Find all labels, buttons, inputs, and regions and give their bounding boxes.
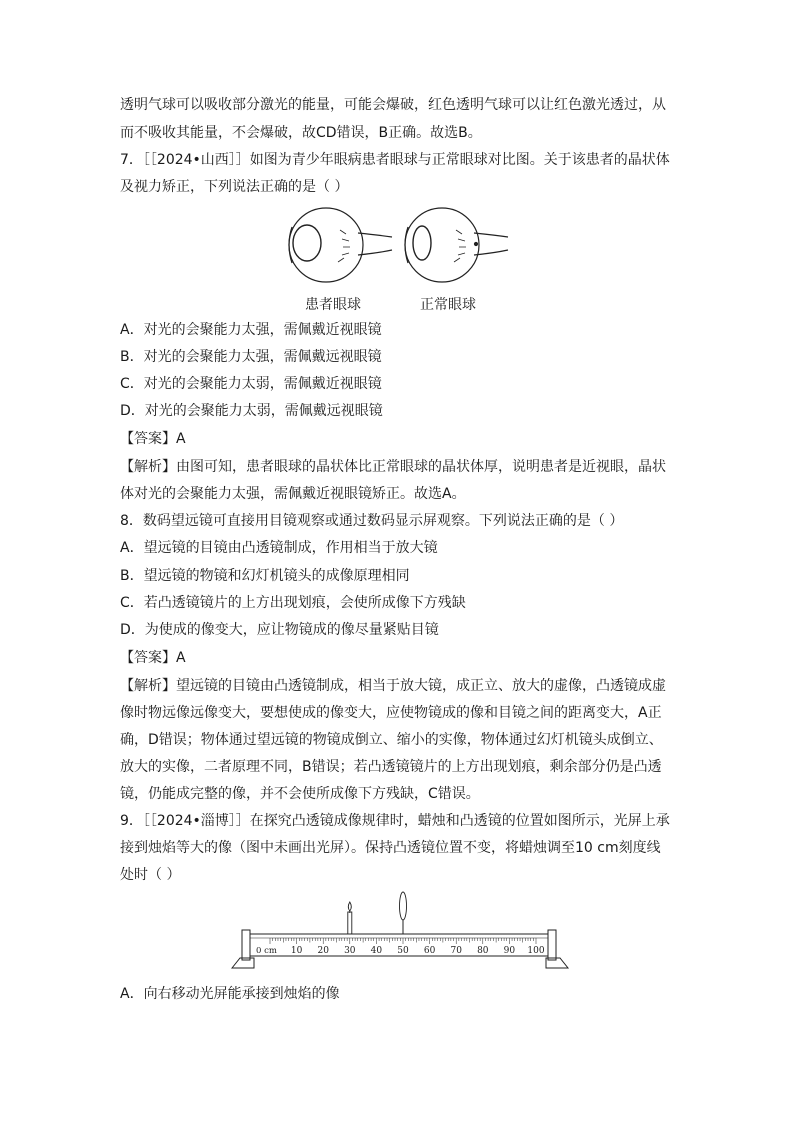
option-9a: A．向右移动光屏能承接到烛焰的像	[120, 986, 340, 1002]
option-7c: C．对光的会聚能力太弱，需佩戴近视眼镜	[120, 376, 382, 392]
option-8c: C．若凸透镜镜片的上方出现划痕，会使所成像下方残缺	[120, 595, 466, 611]
analysis-7: 【解析】由图可知，患者眼球的晶状体比正常眼球的晶状体厚，说明患者是近视眼，晶状	[120, 459, 666, 475]
scale-tick-label: 90	[503, 946, 516, 956]
scale-tick-label: 80	[477, 946, 489, 956]
question-9-stem-cont: 接到烛焰等大的像（图中未画出光屏）。保持凸透镜位置不变，将蜡烛调至10 cm刻度线	[120, 840, 661, 856]
option-8d: D．为使成的像变大，应让物镜成的像尽量紧贴目镜	[120, 622, 439, 638]
answer-7: 【答案】A	[120, 431, 186, 447]
analysis-8-cont-1: 像时物远像远像变大，要想使成的像变大，应使物镜成的像和目镜之间的距离变大，A正	[120, 705, 662, 721]
question-9-stem: 9．［［2024•淄博］］在探究凸透镜成像规律时，蜡烛和凸透镜的位置如图所示，光屏上承	[120, 813, 670, 829]
normal-eyeball-drawing	[405, 208, 508, 282]
scale-tick-label: 10	[290, 946, 303, 956]
scale-unit-label: 0 cm	[256, 946, 277, 956]
option-7a: A．对光的会聚能力太强，需佩戴近视眼镜	[120, 322, 382, 338]
option-8b: B．望远镜的物镜和幻灯机镜头的成像原理相同	[120, 568, 410, 584]
text-line-1: 透明气球可以吸收部分激光的能量，可能会爆破，红色透明气球可以让红色激光透过，从	[120, 97, 666, 113]
analysis-8-cont-4: 镜，仍能成完整的像，并不会使所成像下方残缺，C错误。	[120, 786, 480, 802]
question-7-stem: 7．［［2024•山西］］如图为青少年眼病患者眼球与正常眼球对比图。关于该患者的晶状体	[120, 152, 670, 168]
optical-bench-figure	[230, 890, 570, 974]
option-7b: B．对光的会聚能力太强，需佩戴远视眼镜	[120, 349, 382, 365]
option-7d: D．对光的会聚能力太弱，需佩戴远视眼镜	[120, 403, 383, 419]
analysis-7-cont: 体对光的会聚能力太强，需佩戴近视眼镜矫正。故选A。	[120, 486, 466, 502]
analysis-8: 【解析】望远镜的目镜由凸透镜制成，相当于放大镜，成正立、放大的虚像，凸透镜成虚	[120, 678, 666, 694]
scale-tick-label: 30	[344, 946, 356, 956]
convex-lens	[400, 892, 407, 934]
text-line-2: 而不吸收其能量，不会爆破，故CD错误，B正确。故选B。	[120, 125, 482, 141]
patient-eyeball-drawing	[289, 208, 392, 282]
scale-tick-label: 50	[397, 946, 409, 956]
patient-eye-caption: 患者眼球	[305, 297, 361, 313]
normal-eye-caption: 正常眼球	[420, 297, 476, 313]
bench-left-post	[242, 930, 250, 960]
question-7-stem-cont: 及视力矫正，下列说法正确的是（ ）	[120, 179, 349, 195]
scale-tick-label: 40	[370, 946, 383, 956]
answer-8: 【答案】A	[120, 650, 186, 666]
scale-tick-label: 20	[317, 946, 329, 956]
bench-right-post	[548, 930, 556, 960]
option-8a: A．望远镜的目镜由凸透镜制成，作用相当于放大镜	[120, 540, 438, 556]
scale-tick-label: 60	[423, 946, 436, 956]
question-9-stem-cont-2: 处时（ ）	[120, 867, 181, 883]
analysis-8-cont-2: 确，D错误；物体通过望远镜的物镜成倒立、缩小的实像，物体通过幻灯机镜头成倒立、	[120, 732, 663, 748]
scale-tick-label: 70	[450, 946, 462, 956]
analysis-8-cont-3: 放大的实像，二者原理不同，B错误；若凸透镜镜片的上方出现划痕，剩余部分仍是凸透	[120, 759, 662, 775]
candle	[348, 902, 352, 934]
scale-tick-label: 100	[527, 946, 545, 956]
question-8-stem: 8．数码望远镜可直接用目镜观察或通过数码显示屏观察。下列说法正确的是（ ）	[120, 513, 624, 529]
